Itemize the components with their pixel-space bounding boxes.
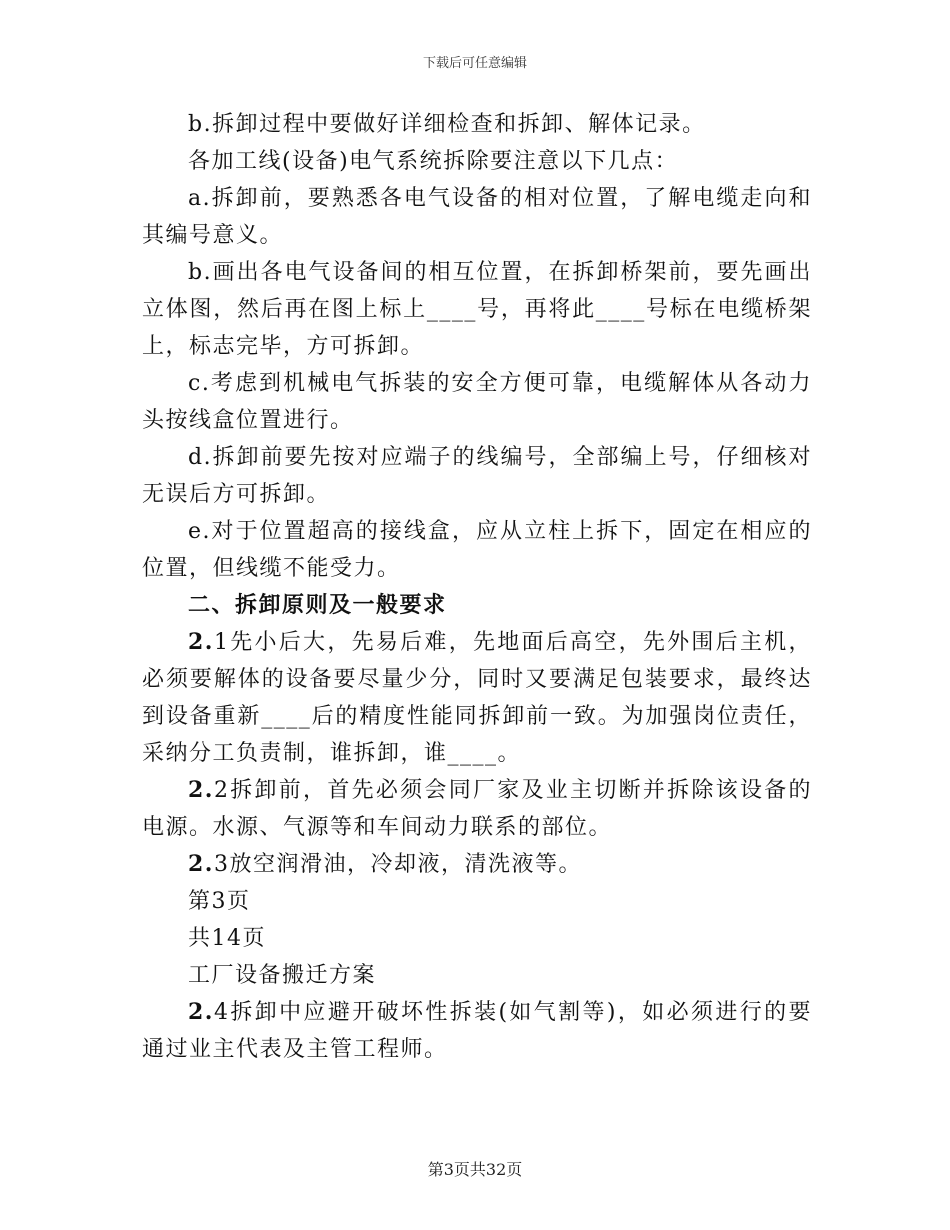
clause-number: 2.	[188, 999, 214, 1025]
section-heading: 二、拆卸原则及一般要求	[188, 592, 447, 618]
paragraph: 2.1先小后大，先易后难，先地面后高空，先外围后主机，必须要解体的设备要尽量少分，同时又要满足包装要求，最终达到设备重新____后的精度性能同拆卸前一致。为加强岗位责任，采纳分工负责制，谁拆卸，谁____。	[142, 629, 812, 766]
paragraph: b.画出各电气设备间的相互位置，在拆卸桥架前，要先画出立体图，然后再在图上标上____号，再将此____号标在电缆桥架上，标志完毕，方可拆卸。	[142, 260, 812, 359]
inline-page-number: 第3页	[188, 889, 251, 914]
page-header: 下载后可任意编辑	[422, 56, 527, 71]
inline-page-total: 共14页	[188, 926, 266, 951]
paragraph: c.考虑到机械电气拆装的安全方便可靠，电缆解体从各动力头按线盒位置进行。	[142, 371, 812, 433]
clause-number: 2.	[188, 851, 214, 877]
paragraph: b.拆卸过程中要做好详细检查和拆卸、解体记录。	[188, 112, 706, 137]
paragraph: 各加工线(设备)电气系统拆除要注意以下几点：	[188, 149, 679, 174]
paragraph: d.拆卸前要先按对应端子的线编号，全部编上号，仔细核对无误后方可拆卸。	[142, 445, 812, 507]
inline-doc-title: 工厂设备搬迁方案	[188, 963, 377, 988]
paragraph: 2.4拆卸中应避开破坏性拆装(如气割等)，如必须进行的要通过业主代表及主管工程师。	[142, 999, 812, 1062]
document-body	[142, 106, 812, 1068]
clause-number: 2.	[188, 629, 214, 655]
paragraph: 2.2拆卸前，首先必须会同厂家及业主切断并拆除该设备的电源。水源、气源等和车间动力联系的部位。	[142, 777, 812, 840]
clause-number: 2.	[188, 777, 214, 803]
page-footer: 第3页共32页	[427, 1160, 523, 1179]
paragraph: e.对于位置超高的接线盒，应从立柱上拆下，固定在相应的位置，但线缆不能受力。	[142, 519, 812, 581]
paragraph: a.拆卸前，要熟悉各电气设备的相对位置，了解电缆走向和其编号意义。	[142, 186, 812, 248]
paragraph: 2.3放空润滑油，冷却液，清洗液等。	[188, 851, 582, 877]
